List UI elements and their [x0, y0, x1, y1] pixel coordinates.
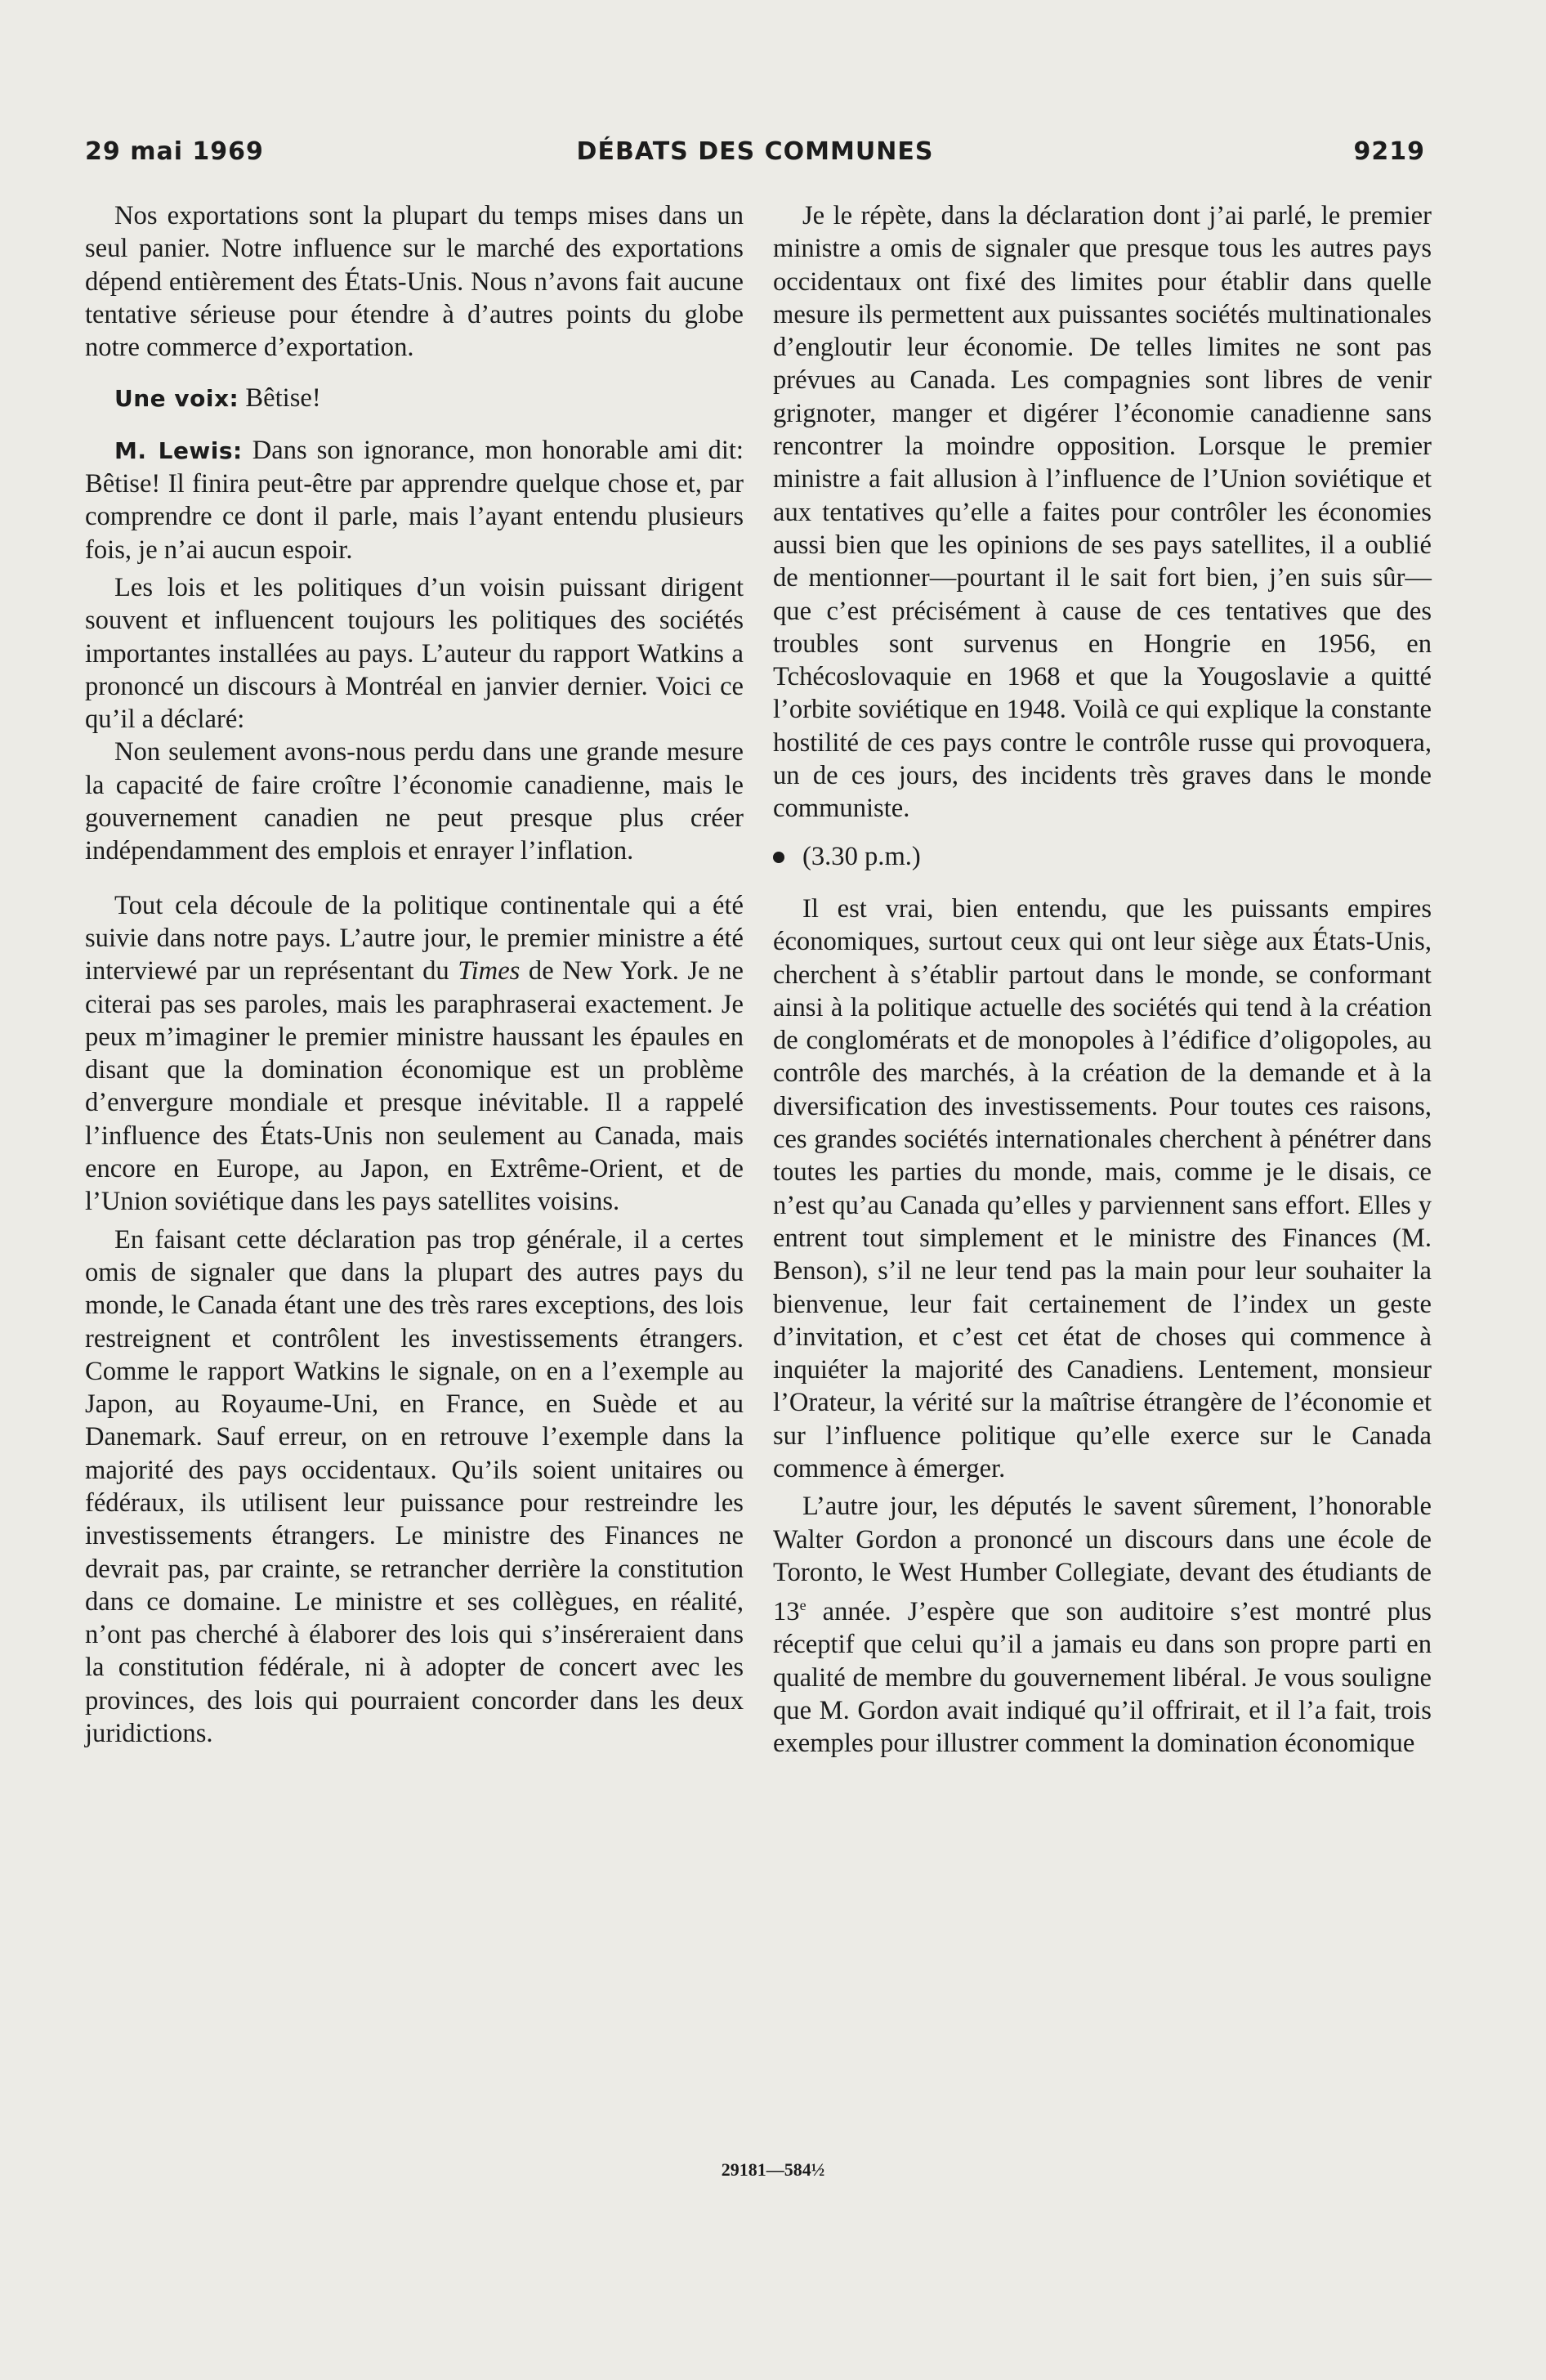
speaker-paragraph [85, 382, 744, 415]
paragraph [85, 889, 744, 1219]
speaker-name: M. Lewis: [114, 436, 243, 464]
block-quote: Non seulement avons-nous perdu dans une grande mesure la capacité de faire croître l’économie canadienne, mais le gouvernement canadien ne peut presque plus créer indépendamment des emplois et enrayer l’inflation. [85, 737, 744, 866]
superscript: e [799, 1597, 807, 1614]
time-marker [773, 840, 1432, 873]
paragraph [773, 1490, 1432, 1760]
paragraph: Nos exportations sont la plupart du temps mises dans un seul panier. Notre influence sur le marché des exportations dépend entièrement des États-Unis. Nous n’avons fait aucune tentative sérieuse pour étendre à d’autres points du globe notre commerce d’exportation. [85, 201, 744, 363]
speech-text: Bêtise! [245, 383, 321, 414]
paragraph: Il est vrai, bien entendu, que les puissants empires économiques, surtout ceux qui ont leur siège aux États-Unis, cherchent à s’établir partout dans le monde, se conformant ainsi à la politique actuelle des sociétés qui tend à la création de conglomérats et de monopoles à l’édifice d’oligopoles, au contrôle des marchés, à la création de la demande et à la diversification des investissements. Pour toutes ces raisons, ces grandes sociétés internationales cherchent à pénétrer dans toutes les parties du monde, mais, comme je le disais, ce n’est qu’au Canada qu’elles y parviennent sans effort. Elles y entrent tout simplement et le ministre des Finances (M. Benson), s’il ne leur tend pas la main pour leur souhaiter la bienvenue, leur fait certainement de l’index un geste d’invitation, et c’est cet état de choses qui commence à inquiéter la majorité des Canadiens. Lentement, monsieur l’Orateur, la vérité sur la maîtrise étrangère de l’économie et sur l’influence politique qu’elle exerce sur le Canada commence à émerger. [773, 893, 1432, 1483]
paragraph: Je le répète, dans la déclaration dont j’ai parlé, le premier ministre a omis de signaler que presque tous les autres pays occidentaux ont fixé des limites pour établir dans quelle mesure ils permettent aux puissantes sociétés multinationales d’engloutir leur économie. De telles limites ne sont pas prévues au Canada. Les compagnies sont libres de venir grignoter, manger et digérer l’économie canadienne sans rencontrer la moindre opposition. Lorsque le premier ministre a fait allusion à l’influence de l’Union soviétique et aux tentatives qu’elle a faites pour contrôler les économies aussi bien que les opinions de ses pays satellites, il a oublié de mentionner—pourtant il le sait fort bien, j’en suis sûr—que c’est précisément à cause de ces tentatives que des troubles sont survenus en Hongrie en 1956, en Tchécoslovaquie en 1968 et que la Yougoslavie a quitté l’orbite soviétique en 1948. Voilà ce qui explique la constante hostilité de ces pays contre le contrôle russe qui provoquera, un de ces jours, des incidents très graves dans le monde communiste. [773, 201, 1432, 824]
italic-title: Times [458, 956, 521, 986]
paragraph-text: de New York. Je ne citerai pas ses paroles, mais les paraphraserai exactement. Je peux m’imaginer le premier ministre haussant les épaules en disant que la domination économique est un problème d’envergure mondiale et presque inévitable. Il a rappelé l’influence des États-Unis non seulement au Canada, mais encore en Europe, au Japon, en Extrême-Orient, et de l’Union soviétique dans les pays satellites voisins. [85, 956, 744, 1217]
paragraph: Les lois et les politiques d’un voisin puissant dirigent souvent et influencent toujours les politiques des sociétés importantes installées au pays. L’auteur du rapport Watkins a prononcé un discours à Montréal en janvier dernier. Voici ce qu’il a déclaré: [85, 572, 744, 735]
left-column [85, 199, 744, 1750]
paragraph-text: L’autre jour, les députés le savent sûrement, l’honorable Walter Gordon a prononcé un discours dans une école de Toronto, le West Humber Collegiate, devant des étudiants de 13 [773, 1492, 1432, 1627]
header-title: DÉBATS DES COMMUNES [576, 137, 934, 166]
paragraph-text: année. J’espère que son auditoire s’est montré plus réceptif que celui qu’il a jamais eu dans son propre parti en qualité de membre du gouvernement libéral. Je vous souligne que M. Gordon avait indiqué qu’il offrirait, et il l’a fait, trois exemples pour illustrer comment la domination économique [773, 1597, 1432, 1759]
speaker-paragraph [85, 434, 744, 566]
paragraph: En faisant cette déclaration pas trop générale, il a certes omis de signaler que dans la plupart des autres pays du monde, le Canada étant une des très rares exceptions, des lois restreignent et contrôlent les investissements étrangers. Comme le rapport Watkins le signale, on en a l’exemple au Japon, au Royaume-Uni, en France, en Suède et au Danemark. Sauf erreur, on en retrouve l’exemple dans la majorité des pays occidentaux. Qu’ils soient unitaires ou fédéraux, ils utilisent leur puissance pour restreindre les investissements étrangers. Le ministre des Finances ne devrait pas, par crainte, se retrancher derrière la constitution dans ce domaine. Le ministre et ses collègues, en réalité, n’ont pas cherché à élaborer des lois qui s’inséreraient dans la constitution fédérale, ni à adopter de concert avec les provinces, des lois qui pourraient concorder dans les deux juridictions. [85, 1224, 744, 1749]
speaker-name: Une voix: [114, 385, 239, 413]
page-number: 9219 [1353, 137, 1425, 166]
header-date: 29 mai 1969 [85, 137, 264, 166]
speech-text: Dans son ignorance, mon honorable ami dit: Bêtise! Il finira peut-être par apprendre quelque chose et, par comprendre ce dont il parle, mais l’ayant entendu plusieurs fois, je n’ai aucun espoir. [85, 435, 744, 565]
page-footer: 29181—584½ [721, 2159, 825, 2180]
bullet-icon [773, 852, 784, 863]
paragraph-text: Tout cela découle de la politique continentale qui a été suivie dans notre pays. L’autre jour, le premier ministre a été interviewé par un représentant du [85, 890, 744, 986]
page-header [85, 137, 1425, 173]
time-text: (3.30 p.m.) [802, 841, 921, 871]
right-column [773, 199, 1432, 1760]
